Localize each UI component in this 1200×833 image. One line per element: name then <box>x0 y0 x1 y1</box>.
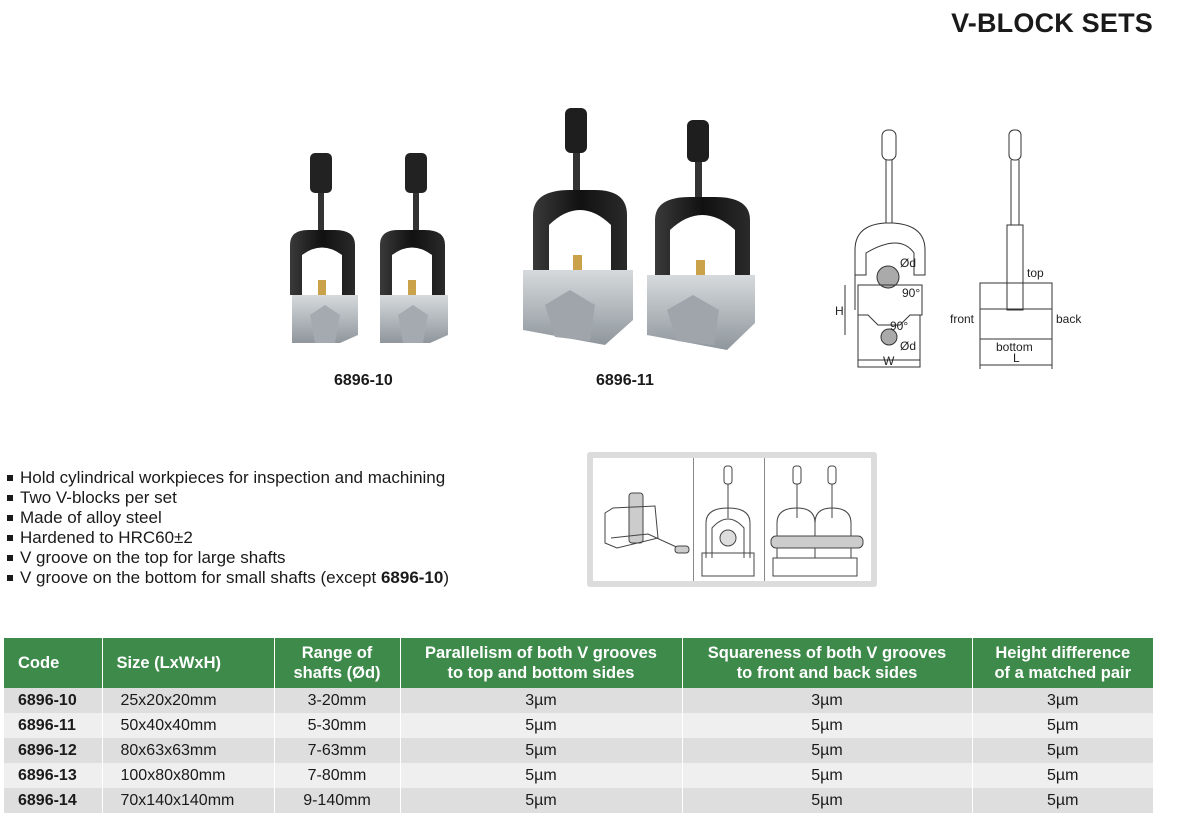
cell-parallelism: 5µm <box>400 763 682 788</box>
cell-range: 9-140mm <box>274 788 400 813</box>
angle-top-label: 90° <box>902 286 921 300</box>
cell-height-difference: 5µm <box>972 713 1153 738</box>
dim-d-bottom-label: Ød <box>900 339 917 353</box>
usage-illustration-indicator <box>593 458 694 581</box>
feature-item: V groove on the top for large shafts <box>6 548 449 568</box>
spec-table <box>4 638 1153 813</box>
cell-size: 25x20x20mm <box>102 688 274 713</box>
col-header-range: Range of shafts (Ød) <box>274 638 400 688</box>
table-row <box>4 788 1153 813</box>
cell-code: 6896-11 <box>4 713 102 738</box>
cell-squareness: 5µm <box>682 788 972 813</box>
cell-height-difference: 3µm <box>972 688 1153 713</box>
v-block-large-left <box>523 108 633 345</box>
cell-squareness: 3µm <box>682 688 972 713</box>
cell-size: 70x140x140mm <box>102 788 274 813</box>
usage-illustration-pair-blocks <box>765 458 873 581</box>
angle-bottom-label: 90° <box>890 319 909 333</box>
v-block-small-right <box>380 153 448 343</box>
product-caption-6896-10: 6896-10 <box>334 372 393 389</box>
table-header-row <box>4 638 1153 688</box>
dimension-diagram-front <box>830 125 940 370</box>
cell-range: 5-30mm <box>274 713 400 738</box>
cell-code: 6896-13 <box>4 763 102 788</box>
usage-illustration-panel <box>587 452 877 587</box>
table-row <box>4 738 1153 763</box>
col-header-size: Size (LxWxH) <box>102 638 274 688</box>
product-image-6896-11 <box>515 105 765 360</box>
cell-parallelism: 5µm <box>400 738 682 763</box>
cell-height-difference: 5µm <box>972 788 1153 813</box>
table-row <box>4 688 1153 713</box>
col-header-code: Code <box>4 638 102 688</box>
side-front-label: front <box>950 312 975 326</box>
dim-h-label: H <box>835 304 844 318</box>
dimension-diagram-side <box>945 125 1095 370</box>
dim-w-label: W <box>883 354 895 368</box>
side-bottom-label: bottom <box>996 340 1033 354</box>
cell-parallelism: 5µm <box>400 713 682 738</box>
col-header-height-difference: Height difference of a matched pair <box>972 638 1153 688</box>
cell-size: 100x80x80mm <box>102 763 274 788</box>
cell-squareness: 5µm <box>682 713 972 738</box>
page-title: V-BLOCK SETS <box>951 8 1153 38</box>
table-row <box>4 713 1153 738</box>
cell-code: 6896-12 <box>4 738 102 763</box>
feature-item: Hold cylindrical workpieces for inspection and machining <box>6 468 449 488</box>
col-header-squareness: Squareness of both V grooves to front and back sides <box>682 638 972 688</box>
usage-illustration-single-block <box>694 458 765 581</box>
cell-range: 3-20mm <box>274 688 400 713</box>
v-block-large-right <box>647 120 755 350</box>
cell-range: 7-80mm <box>274 763 400 788</box>
feature-list <box>6 468 449 588</box>
cell-size: 50x40x40mm <box>102 713 274 738</box>
cell-parallelism: 3µm <box>400 688 682 713</box>
table-row <box>4 763 1153 788</box>
feature-item: V groove on the bottom for small shafts (except 6896-10) <box>6 568 449 588</box>
cell-squareness: 5µm <box>682 763 972 788</box>
col-header-parallelism: Parallelism of both V grooves to top and bottom sides <box>400 638 682 688</box>
feature-item: Two V-blocks per set <box>6 488 449 508</box>
cell-height-difference: 5µm <box>972 738 1153 763</box>
side-top-label: top <box>1027 266 1044 280</box>
side-l-label: L <box>1013 351 1020 365</box>
cell-size: 80x63x63mm <box>102 738 274 763</box>
cell-code: 6896-10 <box>4 688 102 713</box>
cell-range: 7-63mm <box>274 738 400 763</box>
product-caption-6896-11: 6896-11 <box>596 372 654 389</box>
side-back-label: back <box>1056 312 1082 326</box>
product-image-6896-10 <box>280 145 465 360</box>
cell-height-difference: 5µm <box>972 763 1153 788</box>
feature-item: Made of alloy steel <box>6 508 449 528</box>
cell-code: 6896-14 <box>4 788 102 813</box>
feature-item: Hardened to HRC60±2 <box>6 528 449 548</box>
cell-parallelism: 5µm <box>400 788 682 813</box>
v-block-small-left <box>290 153 358 343</box>
cell-squareness: 5µm <box>682 738 972 763</box>
dim-d-top-label: Ød <box>900 256 917 270</box>
